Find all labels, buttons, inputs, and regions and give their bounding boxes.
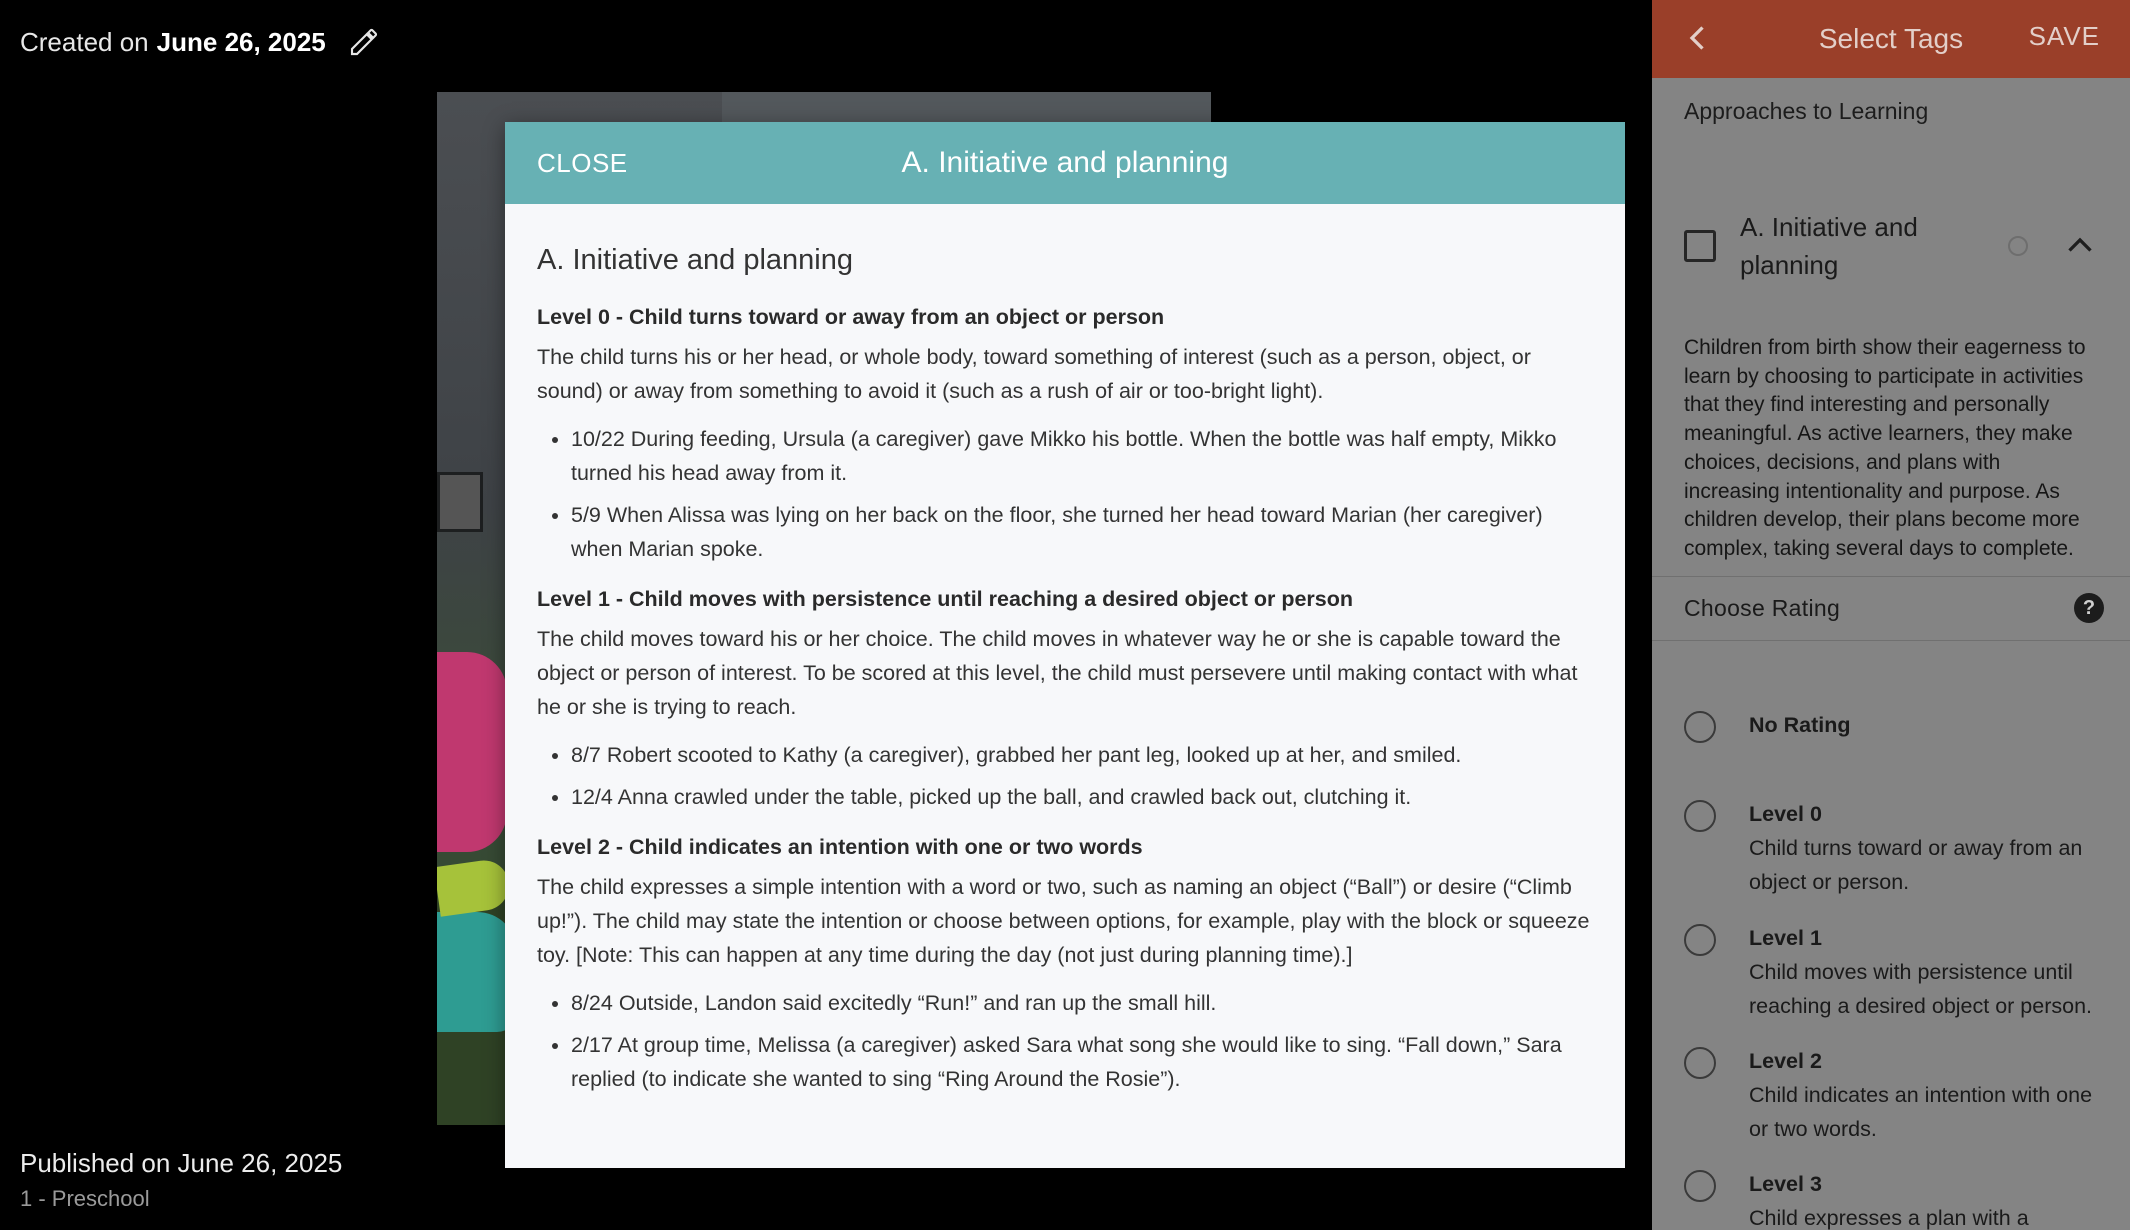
rating-indicator-icon (2008, 236, 2028, 256)
rating-option-level-2[interactable] (1652, 1047, 2130, 1146)
class-group: 1 - Preschool (20, 1186, 150, 1211)
published-date: Published on June 26, 2025 (20, 1148, 343, 1178)
level-description: The child expresses a simple intention with a word or two, such as naming an object (“Ball”) or desire (“Climb up!”). The child may state the intention or choose between options, for example, play with the block or squeeze toy. [Note: This can happen at any time during the day (not just during planning time).] (537, 875, 1590, 967)
radio-button[interactable] (1684, 924, 1716, 956)
chevron-left-icon[interactable] (1680, 20, 1716, 56)
modal-title: A. Initiative and planning (901, 146, 1229, 179)
example-item: • 2/17 At group time, Melissa (a caregiver) asked Sara what song she would like to sing. “Fall down,” Sara replied (to indicate she wanted to sing “Ring Around the Rosie”). (571, 1028, 1593, 1096)
tag-label: A. Initiative and planning (1740, 212, 1918, 280)
rating-option-desc: Child indicates an intention with one or two words. (1749, 1083, 2093, 1141)
help-icon[interactable]: ? (2074, 593, 2104, 623)
rating-option-name: Level 3 (1749, 1172, 1822, 1196)
rating-option-level-3[interactable] (1652, 1170, 2130, 1230)
rating-option-desc: Child expresses a plan with a (1749, 1206, 2029, 1230)
radio-button[interactable] (1684, 1170, 1716, 1202)
example-item: • 12/4 Anna crawled under the table, picked up the ball, and crawled back out, clutching it. (571, 780, 1593, 814)
save-button[interactable]: SAVE (2028, 21, 2100, 51)
rating-option-level-0[interactable] (1652, 800, 2130, 899)
example-item: • 10/22 During feeding, Ursula (a caregiver) gave Mikko his bottle. When the bottle was half empty, Mikko turned his head away from it. (571, 422, 1593, 490)
radio-button[interactable] (1684, 800, 1716, 832)
tag-description: Children from birth show their eagerness to learn by choosing to participate in activities that they find interesting and personally meaningful. As active learners, they make choices, decisions, and plans with increasing intentionality and purpose. As children develop, their plans become more complex, taking several days to complete. (1652, 314, 2130, 577)
modal-body[interactable] (505, 204, 1625, 1096)
rating-option-name: Level 2 (1749, 1049, 1822, 1073)
created-prefix: Created on (20, 26, 149, 57)
rating-option-desc: Child turns toward or away from an object or person. (1749, 836, 2083, 894)
level-heading: Level 1 - Child moves with persistence until reaching a desired object or person (537, 587, 1354, 611)
panel-header (1652, 0, 2130, 78)
tag-row[interactable] (1652, 178, 2130, 314)
choose-rating-row (1652, 577, 2130, 641)
rating-option-name: Level 0 (1749, 802, 1822, 826)
tag-checkbox[interactable] (1684, 230, 1716, 262)
example-item: • 8/24 Outside, Landon said excitedly “Run!” and ran up the small hill. (571, 986, 1593, 1020)
rating-option-level-1[interactable] (1652, 924, 2130, 1023)
example-item: • 5/9 When Alissa was lying on her back on the floor, she turned her head toward Marian (her caregiver) when Marian spoke. (571, 498, 1593, 566)
rating-option-desc: Child moves with persistence until reaching a desired object or person. (1749, 960, 2093, 1018)
created-date-value: June 26, 2025 (156, 26, 326, 57)
modal-header (505, 122, 1625, 204)
rating-option-name: Level 1 (1749, 926, 1822, 950)
example-list (537, 986, 1593, 1096)
section-label: Approaches to Learning (1684, 98, 1929, 124)
close-button[interactable]: CLOSE (537, 148, 628, 178)
pencil-icon[interactable] (348, 26, 380, 58)
rating-option-no-rating[interactable] (1652, 711, 2130, 743)
panel-title: Select Tags (1818, 23, 1964, 54)
modal-heading: A. Initiative and planning (537, 244, 853, 276)
example-list (537, 738, 1593, 814)
example-item: • 8/7 Robert scooted to Kathy (a caregiver), grabbed her pant leg, looked up at her, and smiled. (571, 738, 1593, 772)
rating-option-name: No Rating (1749, 713, 1851, 737)
description-modal (505, 122, 1625, 1168)
level-description: The child turns his or her head, or whole body, toward something of interest (such as a person, object, or sound) or away from something to avoid it (such as a rush of air or too-bright light). (537, 345, 1531, 403)
example-list (537, 422, 1593, 566)
chevron-up-icon[interactable] (2062, 228, 2098, 264)
radio-button[interactable] (1684, 1047, 1716, 1079)
created-date (20, 26, 380, 58)
level-heading: Level 2 - Child indicates an intention with one or two words (537, 835, 1143, 859)
level-heading: Level 0 - Child turns toward or away from an object or person (537, 305, 1165, 329)
level-description: The child moves toward his or her choice. The child moves in whatever way he or she is capable toward the object or person of interest. To be scored at this level, the child must persevere until making contact with what he or she is trying to reach. (537, 627, 1578, 719)
choose-rating-label: Choose Rating (1684, 594, 1841, 621)
radio-button[interactable] (1684, 711, 1716, 743)
select-tags-panel (1652, 0, 2130, 1230)
